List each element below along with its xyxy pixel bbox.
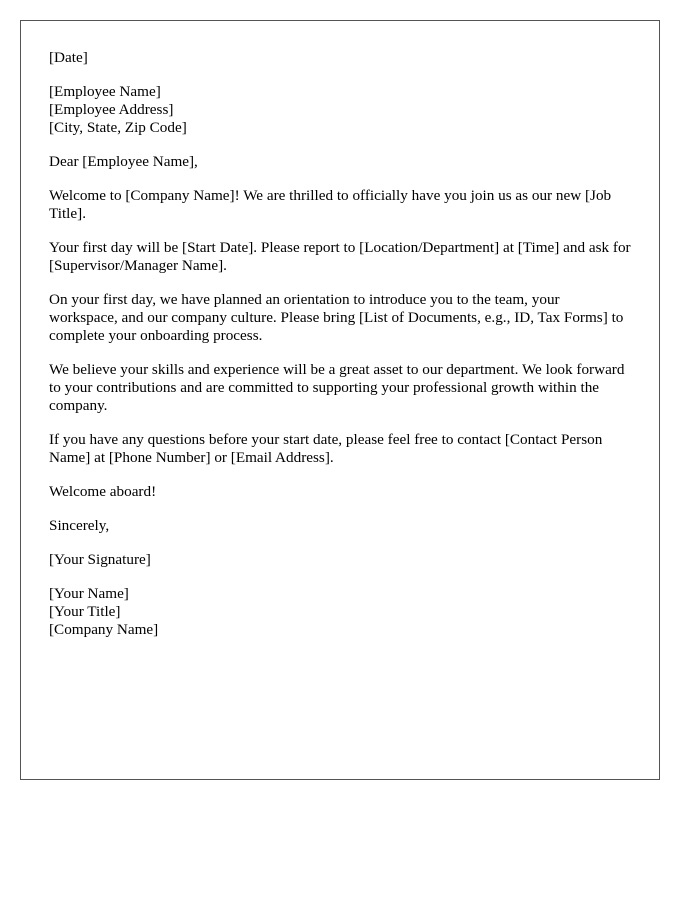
recipient-city-state-zip: [City, State, Zip Code] [49,119,187,136]
paragraph-skills: We believe your skills and experience will be a great asset to our department. We look forward to your contributions and are committed to supporting your professional growth within the company. [49,361,625,414]
letter-page [20,20,660,780]
signature: [Your Signature] [49,551,151,568]
recipient-block [49,83,631,137]
recipient-name: [Employee Name] [49,83,161,100]
paragraph-questions: If you have any questions before your start date, please feel free to contact [Contact Person Name] at [Phone Number] or [Email Address]. [49,431,603,466]
sender-company: [Company Name] [49,621,159,638]
sender-title: [Your Title] [49,603,121,620]
paragraph-first-day: Your first day will be [Start Date]. Please report to [Location/Department] at [Time] and ask for [Supervisor/Manager Name]. [49,239,631,274]
sender-name: [Your Name] [49,585,129,602]
closing: Sincerely, [49,517,110,534]
paragraph-welcome: Welcome to [Company Name]! We are thrilled to officially have you join us as our new [Job Title]. [49,187,612,222]
welcome-aboard: Welcome aboard! [49,483,157,500]
salutation: Dear [Employee Name], [49,153,198,170]
sender-block [49,585,631,639]
paragraph-orientation: On your first day, we have planned an orientation to introduce you to the team, your workspace, and our company culture. Please bring [List of Documents, e.g., ID, Tax Forms] to complete your onboarding process. [49,291,624,344]
recipient-address: [Employee Address] [49,101,174,118]
letter-date: [Date] [49,49,88,66]
